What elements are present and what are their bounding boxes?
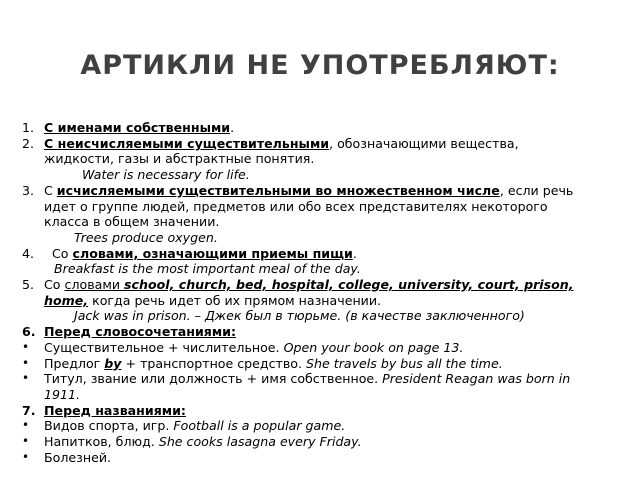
item-label: Перед названиями: bbox=[44, 402, 186, 418]
bullet-item-4 bbox=[22, 418, 622, 434]
bullet-text: Титул, звание или должность + имя собственное. bbox=[44, 371, 383, 387]
item-label: словами, означающими приемы пищи bbox=[72, 245, 353, 261]
item-tail: . bbox=[352, 245, 357, 261]
item-prefix: С bbox=[44, 182, 57, 198]
bullet-keyword: by bbox=[104, 355, 122, 371]
bullet-icon: • bbox=[22, 449, 30, 464]
item-tail: , если речь bbox=[499, 182, 574, 198]
bullet-item-6 bbox=[22, 450, 622, 466]
bullet-icon: • bbox=[22, 371, 30, 386]
item-tail: . bbox=[230, 120, 235, 135]
example-text: She travels by bus all the time. bbox=[306, 355, 503, 371]
list-item-4 bbox=[22, 246, 622, 262]
example-text: Football is a popular game. bbox=[173, 418, 346, 434]
item-prefix: Со bbox=[44, 277, 65, 293]
item-continuation: жидкости, газы и абстрактные понятия. bbox=[44, 151, 315, 167]
bullet-icon: • bbox=[22, 418, 30, 433]
item-continuation: идет о группе людей, предметов или обо всех представителях некоторого bbox=[44, 198, 548, 214]
item-continuation: класса в общем значении. bbox=[44, 214, 220, 230]
item-label: Перед словосочетаниями: bbox=[44, 324, 237, 340]
list-item-6 bbox=[22, 324, 622, 340]
bullet-text: Болезней. bbox=[44, 449, 112, 465]
example-text: Jack was in prison. – Джек был в тюрьме. (в качестве заключенного) bbox=[74, 308, 525, 324]
bullet-text: + транспортное средство. bbox=[121, 355, 307, 371]
item-number: 5. bbox=[22, 277, 35, 293]
bullet-item-2 bbox=[22, 356, 622, 372]
example-text: She cooks lasagna every Friday. bbox=[158, 434, 362, 450]
item-tail: , обозначающими вещества, bbox=[329, 135, 519, 151]
bullet-icon: • bbox=[22, 434, 30, 449]
example-text: 1911. bbox=[44, 386, 81, 402]
list-item-3 bbox=[22, 183, 622, 199]
bullet-item-3 bbox=[22, 371, 622, 387]
list-item-7 bbox=[22, 403, 622, 419]
bullet-text: Напитков, блюд. bbox=[44, 434, 159, 450]
example-text: Trees produce oxygen. bbox=[74, 229, 218, 245]
list-item-1 bbox=[22, 120, 622, 136]
item-number: 3. bbox=[22, 182, 35, 198]
item-label: school, church, bed, hospital, college, university, court, prison, bbox=[124, 277, 574, 293]
example-text: Water is necessary for life. bbox=[82, 167, 250, 183]
item-number: 7. bbox=[22, 402, 36, 418]
bullet-text: Предлог bbox=[44, 355, 105, 371]
bullet-icon: • bbox=[22, 355, 30, 370]
example-text: Open your book on page 13. bbox=[283, 339, 464, 355]
list-item-5 bbox=[22, 277, 622, 293]
item-label: исчисляемыми существительными во множественном числе bbox=[56, 182, 500, 198]
item-number: 2. bbox=[22, 135, 35, 151]
item-number: 1. bbox=[22, 120, 35, 135]
bullet-text: Видов спорта, игр. bbox=[44, 418, 174, 434]
item-label-cont: home, bbox=[44, 292, 89, 308]
item-label: С неисчисляемыми существительными bbox=[44, 135, 330, 151]
example-text: President Reagan was born in bbox=[382, 371, 571, 387]
page-title: АРТИКЛИ НЕ УПОТРЕБЛЯЮТ: bbox=[80, 50, 560, 81]
item-number: 6. bbox=[22, 324, 36, 340]
item-number: 4. bbox=[22, 245, 35, 261]
item-prefix-underlined: словами bbox=[64, 277, 125, 293]
bullet-item-1 bbox=[22, 340, 622, 356]
bullet-item-5 bbox=[22, 434, 622, 450]
list-item-2 bbox=[22, 136, 622, 152]
item-label: С именами собственными bbox=[44, 120, 231, 135]
rules-list bbox=[22, 120, 622, 465]
item-prefix: Со bbox=[52, 245, 73, 261]
bullet-text: Существительное + числительное. bbox=[44, 339, 284, 355]
bullet-icon: • bbox=[22, 339, 30, 354]
example-text: Breakfast is the most important meal of the day. bbox=[54, 261, 361, 277]
item-tail: когда речь идет об их прямом назначении. bbox=[88, 292, 382, 308]
